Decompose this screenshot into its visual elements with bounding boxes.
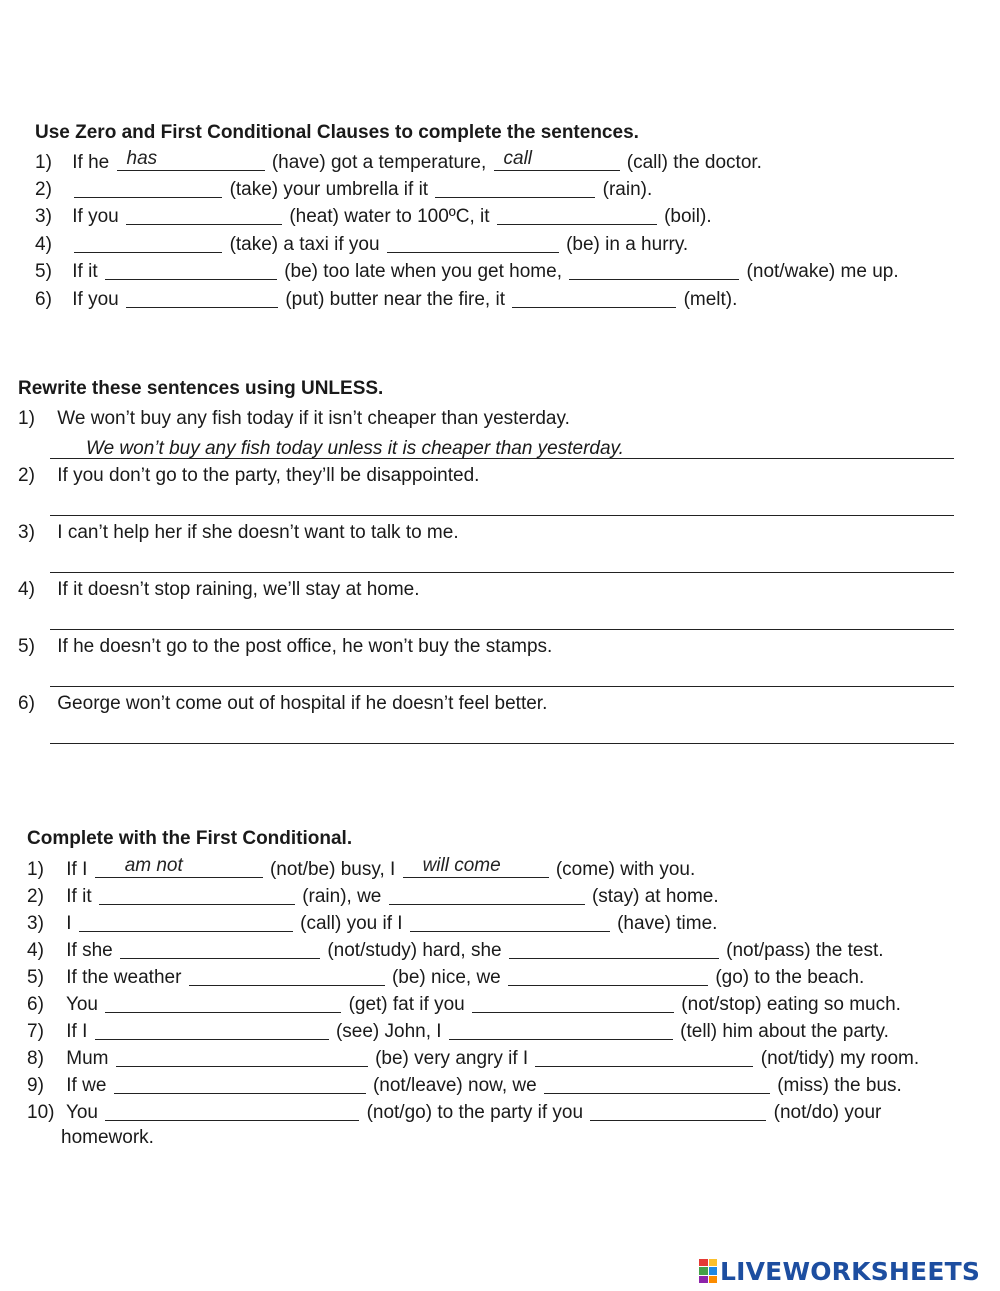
s3-row	[27, 1098, 881, 1124]
section1-title: Use Zero and First Conditional Clauses to complete the sentences.	[35, 122, 639, 143]
answer-blank[interactable]	[114, 1071, 366, 1094]
prefix-text: If he	[72, 152, 110, 173]
answer-blank[interactable]	[569, 257, 739, 280]
suffix-text: (not/pass) the test.	[726, 940, 884, 961]
s1-row	[35, 285, 737, 311]
item-number: 1)	[27, 859, 44, 880]
prefix-text: You	[65, 994, 98, 1015]
s3-row	[27, 855, 695, 881]
answer-blank[interactable]	[590, 1098, 766, 1121]
question-text: We won’t buy any fish today if it isn’t cheaper than yesterday.	[57, 408, 570, 429]
middle-text: (put) butter near the fire, it	[285, 289, 505, 310]
answer-blank[interactable]	[449, 1017, 673, 1040]
answer-blank[interactable]	[74, 230, 222, 253]
logo-blocks-icon	[699, 1259, 717, 1283]
section2-title: Rewrite these sentences using UNLESS.	[18, 378, 384, 399]
continuation-text: homework.	[61, 1127, 154, 1148]
question-text: If he doesn’t go to the post office, he won’t buy the stamps.	[57, 636, 553, 657]
suffix-text: (not/tidy) my room.	[760, 1048, 920, 1069]
item-number: 4)	[35, 234, 52, 255]
item-number: 2)	[27, 886, 44, 907]
suffix-text: (call) the doctor.	[626, 152, 762, 173]
answer-blank[interactable]	[389, 882, 585, 905]
middle-text: (not/study) hard, she	[327, 940, 502, 961]
middle-text: (heat) water to 100ºC, it	[289, 206, 490, 227]
s3-row	[27, 909, 717, 935]
middle-text: (not/be) busy, I	[269, 859, 396, 880]
s3-row	[27, 882, 719, 908]
s2-question	[18, 634, 552, 660]
logo-block	[709, 1276, 718, 1283]
answer-blank[interactable]	[387, 230, 559, 253]
answer-blank[interactable]	[99, 882, 295, 905]
answer-blank[interactable]	[403, 855, 549, 878]
prefix-text: If the weather	[66, 967, 182, 988]
logo-block	[699, 1267, 708, 1274]
question-text: George won’t come out of hospital if he doesn’t feel better.	[57, 693, 548, 714]
middle-text: (be) very angry if I	[375, 1048, 529, 1069]
item-number: 6)	[18, 693, 35, 714]
s3-row	[27, 1044, 919, 1070]
s3-continuation	[61, 1125, 154, 1151]
prefix-text: If we	[66, 1075, 107, 1096]
suffix-text: (tell) him about the party.	[680, 1021, 889, 1042]
s3-row	[27, 963, 864, 989]
suffix-text: (not/stop) eating so much.	[681, 994, 901, 1015]
answer-blank[interactable]	[472, 990, 674, 1013]
suffix-text: (miss) the bus.	[777, 1075, 902, 1096]
s2-question	[18, 406, 570, 432]
prefix-text: I	[66, 913, 72, 934]
suffix-text: (come) with you.	[555, 859, 696, 880]
suffix-text: (boil).	[664, 206, 712, 227]
prefix-text: If you	[72, 206, 119, 227]
answer-text: We won’t buy any fish today unless it is cheaper than yesterday.	[86, 438, 624, 459]
rewrite-answer-line[interactable]	[50, 493, 954, 516]
item-number: 1)	[18, 408, 35, 429]
answer-text: has	[126, 148, 158, 169]
s1-row	[35, 202, 712, 228]
item-number: 8)	[27, 1048, 44, 1069]
section3-title: Complete with the First Conditional.	[27, 828, 353, 849]
s2-question	[18, 691, 547, 717]
answer-blank[interactable]	[497, 202, 657, 225]
item-number: 6)	[35, 289, 52, 310]
s3-row	[27, 936, 884, 962]
s3-row	[27, 1071, 902, 1097]
item-number: 4)	[27, 940, 44, 961]
s1-row	[35, 230, 688, 256]
s1-row	[35, 175, 652, 201]
item-number: 3)	[18, 522, 35, 543]
rewrite-answer-line[interactable]	[50, 664, 954, 687]
item-number: 3)	[35, 206, 52, 227]
item-number: 7)	[27, 1021, 44, 1042]
s3-row	[27, 1017, 889, 1043]
answer-text: call	[503, 148, 533, 169]
answer-blank[interactable]	[105, 990, 341, 1013]
question-text: If you don’t go to the party, they’ll be disappointed.	[57, 465, 480, 486]
suffix-text: (not/do) your	[773, 1102, 882, 1123]
middle-text: (be) nice, we	[391, 967, 501, 988]
middle-text: (take) your umbrella if it	[229, 179, 429, 200]
item-number: 1)	[35, 152, 52, 173]
logo-block	[699, 1276, 708, 1283]
logo-text: LIVEWORKSHEETS	[720, 1256, 981, 1286]
answer-blank[interactable]	[116, 1044, 368, 1067]
rewrite-answer-line[interactable]	[50, 550, 954, 573]
answer-blank[interactable]	[508, 963, 708, 986]
answer-blank[interactable]	[95, 855, 263, 878]
suffix-text: (have) time.	[617, 913, 718, 934]
item-number: 2)	[35, 179, 52, 200]
answer-blank[interactable]	[105, 257, 277, 280]
item-number: 5)	[35, 261, 52, 282]
answer-blank[interactable]	[105, 1098, 359, 1121]
item-number: 5)	[18, 636, 35, 657]
answer-blank[interactable]	[74, 175, 222, 198]
answer-blank[interactable]	[410, 909, 610, 932]
middle-text: (have) got a temperature,	[271, 152, 487, 173]
item-number: 6)	[27, 994, 44, 1015]
item-number: 2)	[18, 465, 35, 486]
middle-text: (take) a taxi if you	[229, 234, 380, 255]
middle-text: (get) fat if you	[348, 994, 465, 1015]
s2-question	[18, 577, 420, 603]
rewrite-answer-line[interactable]	[50, 721, 954, 744]
s3-row	[27, 990, 901, 1016]
middle-text: (not/leave) now, we	[372, 1075, 537, 1096]
middle-text: (call) you if I	[300, 913, 403, 934]
s2-question	[18, 463, 479, 489]
answer-blank[interactable]	[535, 1044, 753, 1067]
prefix-text: If I	[66, 859, 88, 880]
rewrite-answer-line[interactable]	[50, 436, 954, 459]
suffix-text: (be) in a hurry.	[566, 234, 689, 255]
answer-blank[interactable]	[494, 148, 620, 171]
liveworksheets-logo	[699, 1256, 980, 1286]
prefix-text: If you	[72, 289, 119, 310]
answer-blank[interactable]	[189, 963, 385, 986]
answer-text: will come	[422, 855, 501, 876]
suffix-text: (go) to the beach.	[715, 967, 865, 988]
question-text: If it doesn’t stop raining, we’ll stay at home.	[57, 579, 420, 600]
item-number: 3)	[27, 913, 44, 934]
answer-blank[interactable]	[544, 1071, 770, 1094]
item-number: 10)	[27, 1102, 55, 1123]
prefix-text: If it	[66, 886, 92, 907]
suffix-text: (not/wake) me up.	[746, 261, 899, 282]
answer-text: am not	[124, 855, 183, 876]
prefix-text: If I	[66, 1021, 88, 1042]
logo-block	[709, 1267, 718, 1274]
answer-blank[interactable]	[435, 175, 595, 198]
middle-text: (be) too late when you get home,	[284, 261, 562, 282]
item-number: 5)	[27, 967, 44, 988]
item-number: 4)	[18, 579, 35, 600]
middle-text: (not/go) to the party if you	[366, 1102, 584, 1123]
answer-blank[interactable]	[79, 909, 293, 932]
answer-blank[interactable]	[126, 285, 278, 308]
suffix-text: (rain).	[602, 179, 653, 200]
logo-block	[709, 1259, 718, 1266]
suffix-text: (stay) at home.	[591, 886, 719, 907]
prefix-text: If she	[66, 940, 113, 961]
middle-text: (see) John, I	[335, 1021, 442, 1042]
rewrite-answer-line[interactable]	[50, 607, 954, 630]
answer-blank[interactable]	[509, 936, 719, 959]
suffix-text: (melt).	[683, 289, 738, 310]
answer-blank[interactable]	[512, 285, 676, 308]
s2-question	[18, 520, 459, 546]
prefix-text: If it	[72, 261, 98, 282]
question-text: I can’t help her if she doesn’t want to talk to me.	[57, 522, 459, 543]
answer-blank[interactable]	[95, 1017, 329, 1040]
middle-text: (rain), we	[302, 886, 382, 907]
answer-blank[interactable]	[117, 148, 265, 171]
item-number: 9)	[27, 1075, 44, 1096]
s1-row	[35, 148, 762, 174]
logo-block	[699, 1259, 708, 1266]
answer-blank[interactable]	[126, 202, 282, 225]
prefix-text: You	[65, 1102, 98, 1123]
prefix-text: Mum	[66, 1048, 109, 1069]
answer-blank[interactable]	[120, 936, 320, 959]
s1-row	[35, 257, 899, 283]
